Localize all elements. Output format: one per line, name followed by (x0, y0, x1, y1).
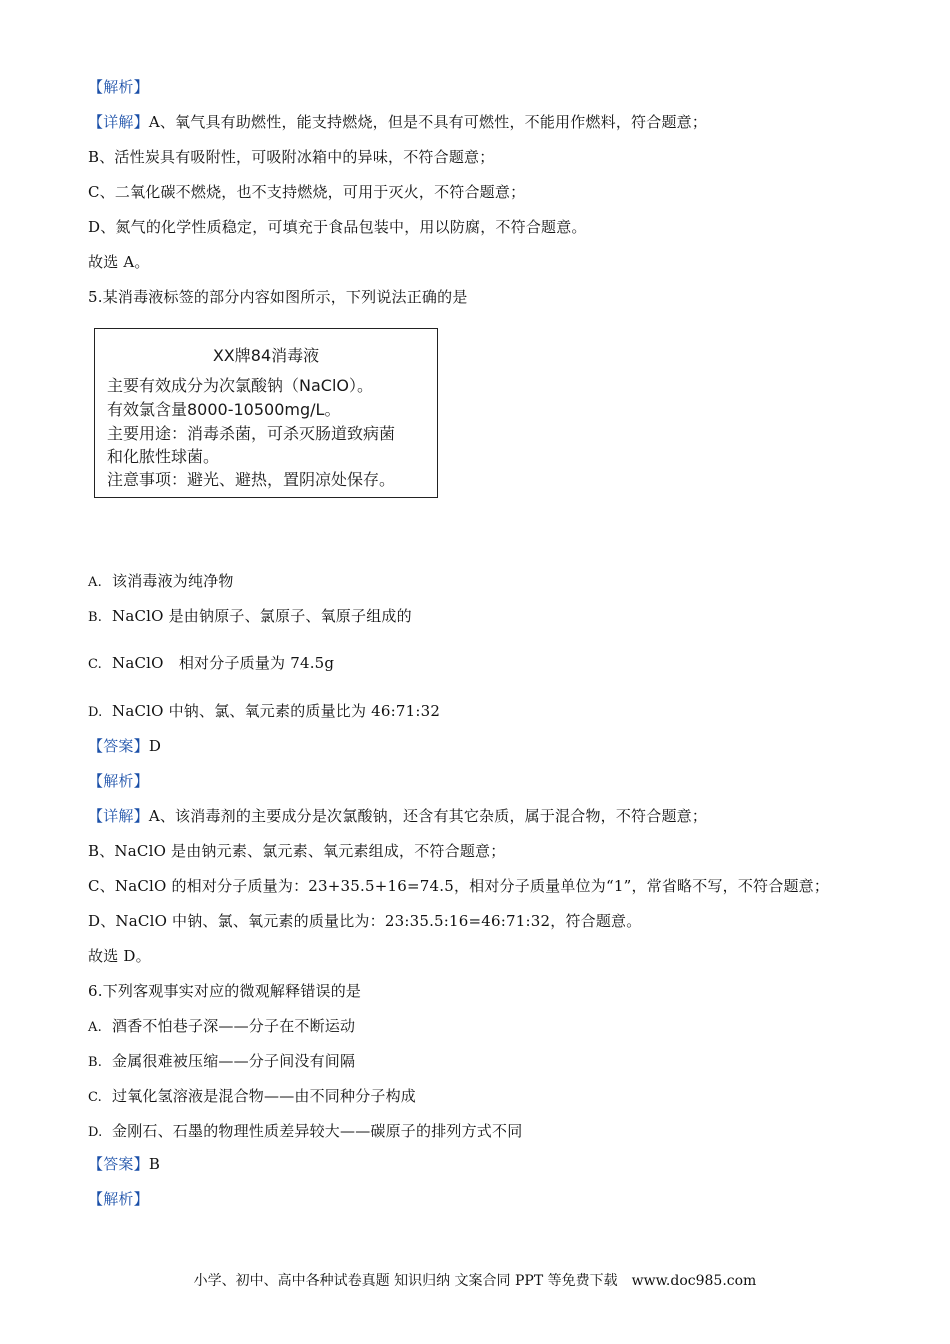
option-letter: B. (88, 1055, 103, 1070)
detail-a-text: A、氧气具有助燃性，能支持燃烧，但是不具有可燃性，不能用作燃料，符合题意； (148, 113, 708, 131)
q5-detail-c-line: C、NaClO 的相对分子质量为：23+35.5+16=74.5，相对分子质量单位为“1”，常省略不写，不符合题意； (88, 877, 830, 895)
option-letter: C. (88, 1090, 103, 1105)
q5-conclusion: 故选 D。 (88, 947, 151, 965)
detail-tag: 【详解】 (88, 113, 149, 131)
label-line-3: 主要用途：消毒杀菌，可杀灭肠道致病菌 (107, 424, 396, 443)
option-letter: A. (88, 1020, 102, 1035)
disinfectant-label-image (94, 328, 438, 498)
option-text: 金属很难被压缩——分子间没有间隔 (112, 1052, 356, 1070)
q5-detail-a-line (88, 806, 707, 826)
label-line-1: 主要有效成分为次氯酸钠（NaClO）。 (107, 376, 373, 395)
detail-tag: 【详解】 (88, 807, 149, 825)
detail-a-line (88, 112, 707, 132)
q5-detail-b-line: B、NaClO 是由钠元素、氯元素、氧元素组成，不符合题意； (88, 842, 506, 860)
option-text: 酒香不怕巷子深——分子在不断运动 (112, 1017, 356, 1035)
q6-option-b (88, 1051, 355, 1073)
option-text: NaClO 是由钠原子、氯原子、氧原子组成的 (112, 607, 412, 625)
q5-option-c (88, 653, 334, 675)
option-letter: A. (88, 575, 102, 590)
page-footer: 小学、初中、高中各种试卷真题 知识归纳 文案合同 PPT 等免费下载 www.doc985.com (193, 1273, 757, 1289)
q5-option-b (88, 606, 412, 628)
label-line-4: 和化脓性球菌。 (107, 447, 220, 466)
q5-answer (88, 736, 161, 756)
q5-option-d (88, 701, 440, 723)
q5-detail-d-line: D、NaClO 中钠、氯、氧元素的质量比为：23:35.5:16=46:71:32，符合题意。 (88, 912, 642, 930)
option-letter: D. (88, 705, 103, 720)
option-text: 金刚石、石墨的物理性质差异较大——碳原子的排列方式不同 (112, 1122, 523, 1140)
analysis-heading: 【解析】 (88, 78, 149, 96)
option-text: 该消毒液为纯净物 (112, 572, 234, 590)
detail-b-line: B、活性炭具有吸附性，可吸附冰箱中的异味，不符合题意； (88, 148, 495, 166)
option-letter: D. (88, 1125, 103, 1140)
conclusion-line: 故选 A。 (88, 253, 150, 271)
option-letter: C. (88, 657, 103, 672)
option-letter: B. (88, 610, 103, 625)
label-line-5: 注意事项：避光、避热，置阴凉处保存。 (107, 470, 396, 489)
q6-option-c (88, 1086, 416, 1108)
answer-tag: 【答案】 (88, 1155, 149, 1173)
q5-option-a (88, 571, 234, 593)
option-text: NaClO 中钠、氯、氧元素的质量比为 46:71:32 (112, 702, 441, 720)
detail-d-line: D、氮气的化学性质稳定，可填充于食品包装中，用以防腐，不符合题意。 (88, 218, 587, 236)
answer-tag: 【答案】 (88, 737, 149, 755)
detail-c-line: C、二氧化碳不燃烧，也不支持燃烧，可用于灭火，不符合题意； (88, 183, 526, 201)
question-6-stem: 6.下列客观事实对应的微观解释错误的是 (88, 982, 362, 1000)
q6-answer (88, 1154, 160, 1174)
label-line-2: 有效氯含量8000-10500mg/L。 (107, 400, 341, 419)
answer-value: B (148, 1155, 161, 1173)
q6-option-a (88, 1016, 355, 1038)
q6-option-d (88, 1121, 522, 1143)
label-title: XX牌84消毒液 (212, 346, 320, 365)
answer-value: D (148, 737, 162, 755)
question-5-stem: 5.某消毒液标签的部分内容如图所示，下列说法正确的是 (88, 288, 468, 306)
q6-analysis-heading: 【解析】 (88, 1190, 149, 1208)
option-text: NaClO 相对分子质量为 74.5g (112, 654, 335, 672)
q5-analysis-heading: 【解析】 (88, 772, 149, 790)
detail-a-text: A、该消毒剂的主要成分是次氯酸钠，还含有其它杂质，属于混合物，不符合题意； (148, 807, 708, 825)
option-text: 过氧化氢溶液是混合物——由不同种分子构成 (112, 1087, 417, 1105)
